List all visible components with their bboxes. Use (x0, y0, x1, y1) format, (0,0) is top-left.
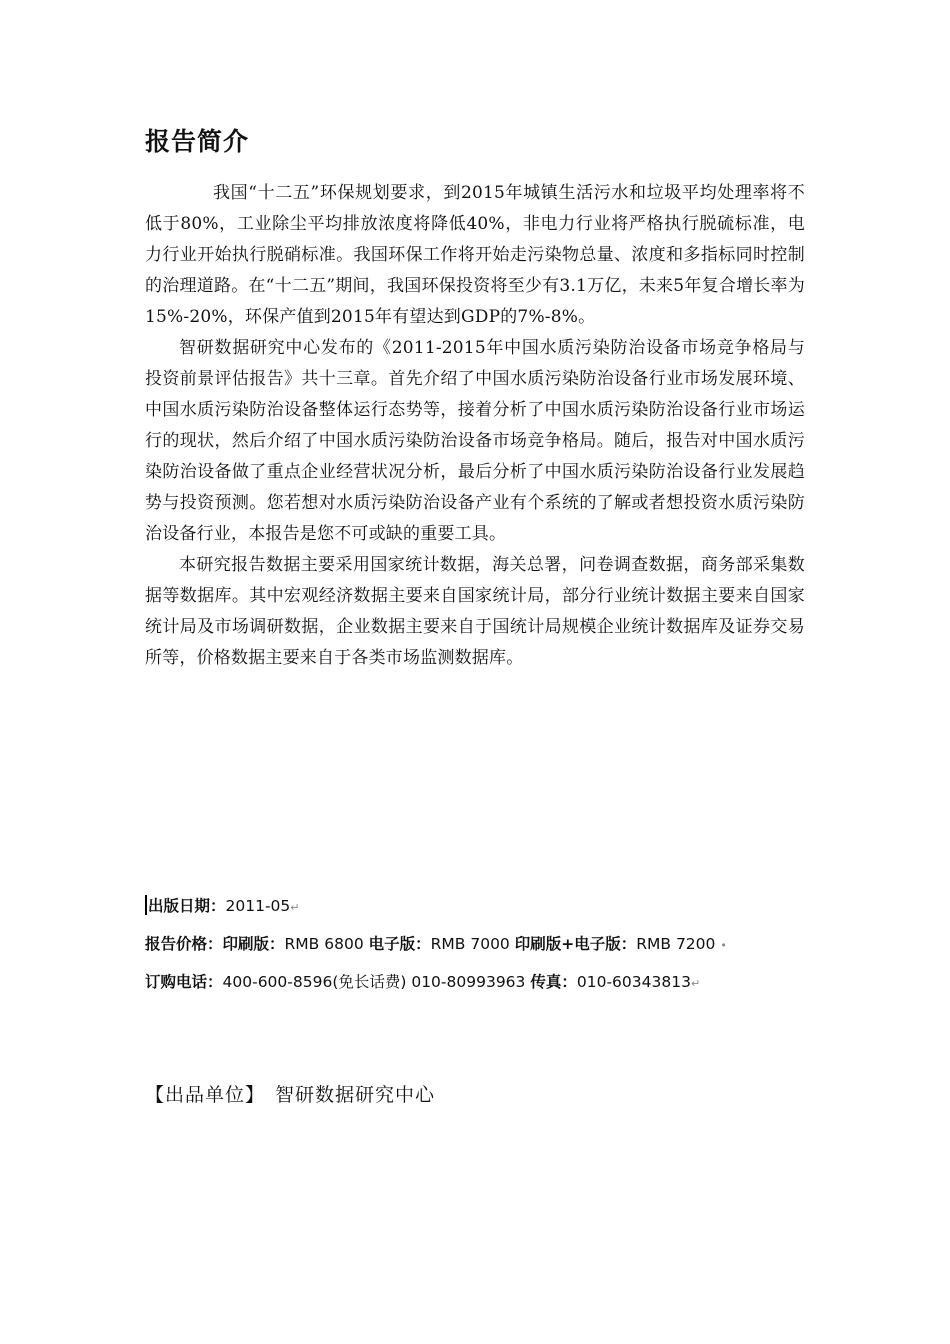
line-mark-icon: • (720, 939, 727, 952)
publish-date-value: 2011-05 (225, 897, 291, 915)
fax-value: 010-60343813 (576, 973, 691, 991)
price-both-value: RMB 7200 (636, 935, 716, 953)
paragraph-policy: 我国“十二五”环保规划要求，到2015年城镇生活污水和垃圾平均处理率将不低于80%，工业除尘平均排放浓度将降低40%，非电力行业将严格执行脱硫标准，电力行业开始执行脱硝标准。我国环保工作将开始走污染物总量、浓度和多指标同时控制的治理道路。在“十二五”期间，我国环保投资将至少有3.1万亿，未来5年复合增长率为15%-20%，环保产值到2015年有望达到GDP的7%-8%。 (145, 183, 805, 327)
price-label: 报告价格： (145, 935, 223, 953)
price-row (145, 926, 845, 964)
phone-row (145, 964, 845, 1002)
text-cursor-icon (145, 895, 147, 915)
page-title: 报告简介 (145, 127, 250, 156)
publisher-name: 智研数据研究中心 (275, 1084, 436, 1106)
paragraph-report-overview: 智研数据研究中心发布的《2011-2015年中国水质污染防治设备市场竞争格局与投资前景评估报告》共十三章。首先介绍了中国水质污染防治设备行业市场发展环境、中国水质污染防治设备整体运行态势等，接着分析了中国水质污染防治设备行业市场运行的现状，然后介绍了中国水质污染防治设备市场竞争格局。随后，报告对中国水质污染防治设备做了重点企业经营状况分析，最后分析了中国水质污染防治设备行业发展趋势与投资预测。您若想对水质污染防治设备产业有个系统的了解或者想投资水质污染防治设备行业，本报告是您不可或缺的重要工具。 (145, 338, 805, 544)
publish-date-label: 出版日期： (148, 897, 226, 915)
phone-label: 订购电话： (145, 973, 223, 991)
fax-label: 传真： (530, 973, 577, 991)
publisher-label: 【出品单位】 (145, 1084, 266, 1106)
report-introduction (145, 178, 805, 674)
paragraph-data-sources: 本研究报告数据主要采用国家统计数据，海关总署，问卷调查数据，商务部采集数据等数据库。其中宏观经济数据主要来自国家统计局，部分行业统计数据主要来自国家统计局及市场调研数据，企业数据主要来自于国统计局规模企业统计数据库及证券交易所等，价格数据主要来自于各类市场监测数据库。 (145, 555, 805, 668)
price-print-value: RMB 6800 (284, 935, 364, 953)
publisher-line (145, 1080, 435, 1107)
order-info (145, 888, 845, 1002)
price-e-label: 电子版： (368, 935, 431, 953)
price-e-value: RMB 7000 (430, 935, 510, 953)
paragraph-mark-icon: ↵ (290, 901, 300, 914)
price-both-label: 印刷版+电子版： (514, 935, 637, 953)
price-print-label: 印刷版： (222, 935, 285, 953)
publish-date-row (145, 888, 845, 926)
phone-value: 400-600-8596(免长话费) 010-80993963 (222, 973, 526, 991)
paragraph-mark-icon: ↵ (690, 977, 701, 990)
